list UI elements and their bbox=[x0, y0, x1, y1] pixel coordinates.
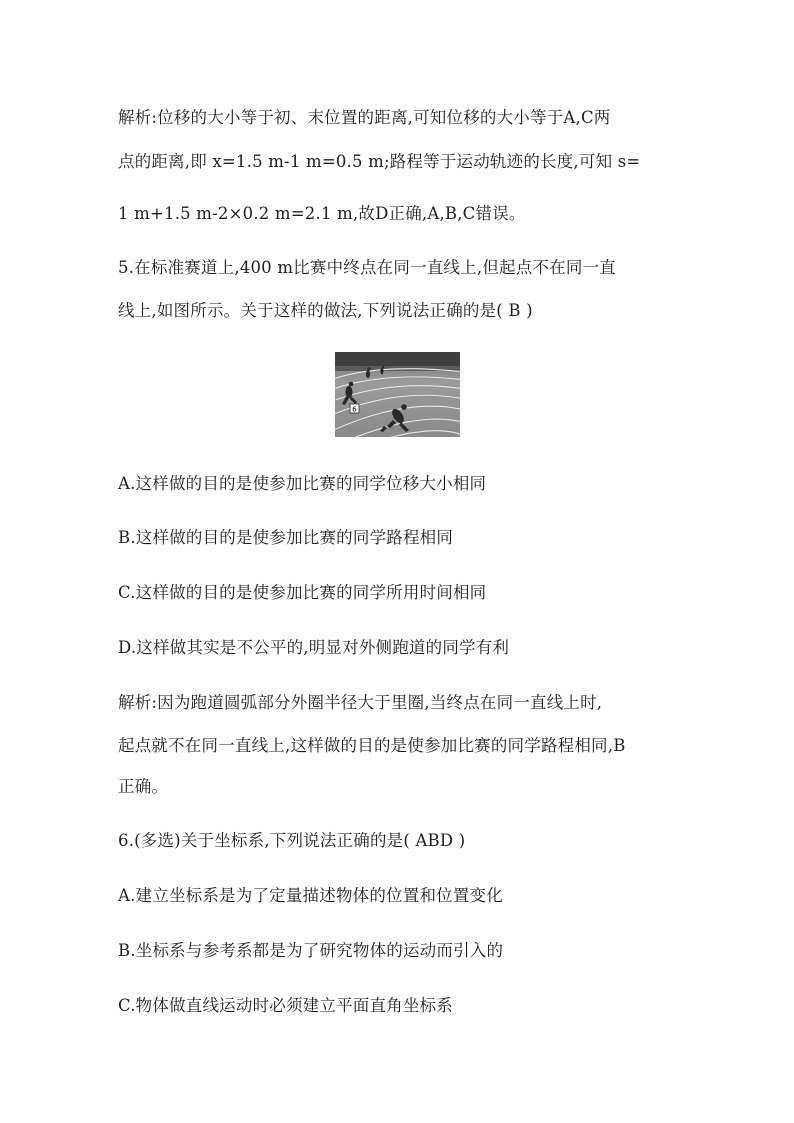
question-6-option-b: B.坐标系与参考系都是为了研究物体的运动而引入的 bbox=[118, 941, 504, 960]
analysis-1-line-3: 1 m+1.5 m-2×0.2 m=2.1 m,故D正确,A,B,C错误。 bbox=[118, 204, 526, 223]
question-5-analysis-line-1: 解析:因为跑道圆弧部分外圈半径大于里圈,当终点在同一直线上时, bbox=[118, 693, 603, 712]
question-6-option-a: A.建立坐标系是为了定量描述物体的位置和位置变化 bbox=[118, 886, 503, 905]
question-5-analysis-line-3: 正确。 bbox=[118, 777, 169, 796]
question-5-option-c: C.这样做的目的是使参加比赛的同学所用时间相同 bbox=[118, 583, 487, 602]
question-5-analysis-line-2: 起点就不在同一直线上,这样做的目的是使参加比赛的同学路程相同,B bbox=[118, 736, 626, 755]
analysis-1-line-1: 解析:位移的大小等于初、末位置的距离,可知位移的大小等于A,C两 bbox=[118, 108, 611, 127]
question-5-stem-line-2: 线上,如图所示。关于这样的做法,下列说法正确的是( B ) bbox=[118, 301, 533, 320]
question-5-option-b: B.这样做的目的是使参加比赛的同学路程相同 bbox=[118, 528, 454, 547]
question-6-stem: 6.(多选)关于坐标系,下列说法正确的是( ABD ) bbox=[118, 831, 466, 850]
question-5-stem-line-1: 5.在标准赛道上,400 m比赛中终点在同一直线上,但起点不在同一直 bbox=[118, 258, 616, 277]
analysis-1-line-2: 点的距离,即 x=1.5 m-1 m=0.5 m;路程等于运动轨迹的长度,可知 s= bbox=[118, 152, 641, 171]
question-5-option-a: A.这样做的目的是使参加比赛的同学位移大小相同 bbox=[118, 474, 487, 493]
lane-number-badge: 6 bbox=[352, 405, 357, 414]
running-track-photo bbox=[335, 352, 460, 437]
question-5-option-d: D.这样做其实是不公平的,明显对外侧跑道的同学有利 bbox=[118, 638, 510, 657]
question-6-option-c: C.物体做直线运动时必须建立平面直角坐标系 bbox=[118, 996, 453, 1015]
